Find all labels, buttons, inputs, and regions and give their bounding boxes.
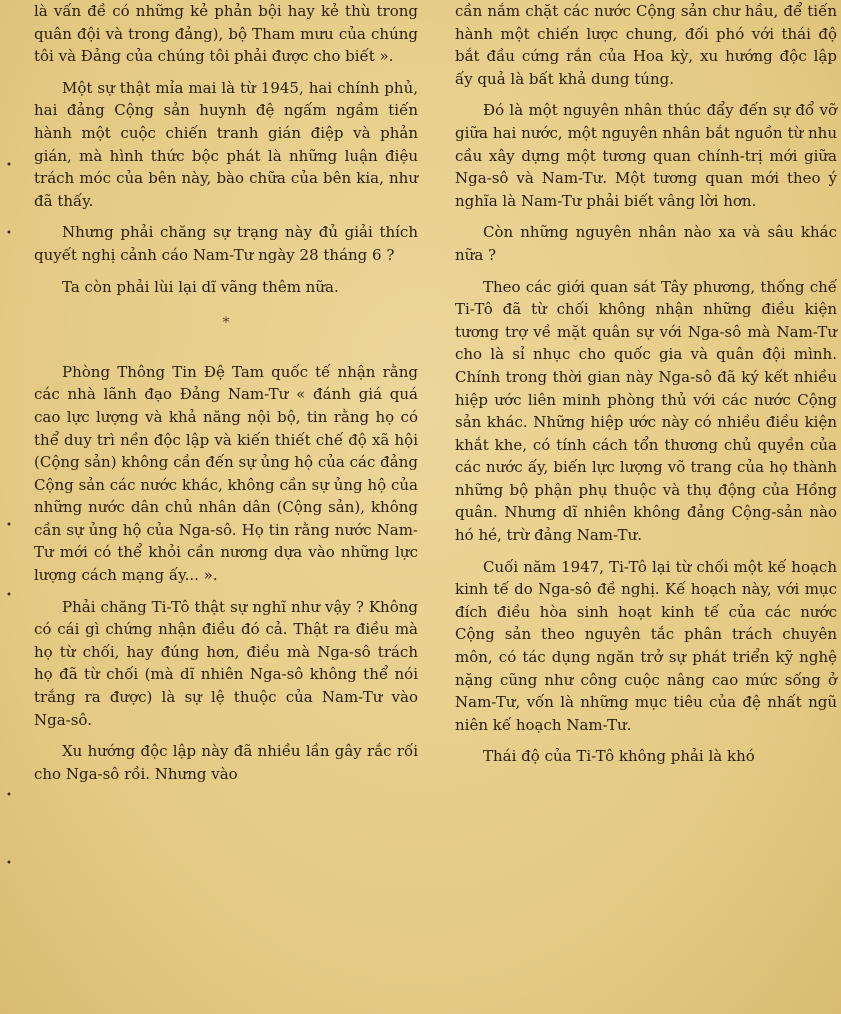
paragraph: Ta còn phải lùi lại dĩ vãng thêm nữa. <box>62 277 339 296</box>
paragraph: Đó là một nguyên nhân thúc đẩy đến sự đổ vỡ giữa hai nước, một nguyên nhân bắt nguồn từ nhu cầu xây dựng một tương quan chính-trị mới giữa Nga-sô và Nam-Tư. Một tương quan mới theo ý nghĩa là Nam-Tư phải biết vâng lời hơn. <box>455 101 837 210</box>
margin-mark: • <box>6 520 12 531</box>
paragraph: Còn những nguyên nhân nào xa và sâu khác nữa ? <box>455 223 837 264</box>
paragraph: Thái độ của Ti-Tô không phải là khó <box>483 747 755 766</box>
margin-mark: • <box>6 790 12 801</box>
paragraph: Xu hướng độc lập này đã nhiều lần gây rắc rối cho Nga-sô rồi. Nhưng vào <box>34 742 418 783</box>
paragraph: Theo các giới quan sát Tây phương, thống chế Ti-Tô đã từ chối không nhận những điều kiện tương trợ về mặt quân sự với Nga-sô mà Nam-Tư cho là sỉ nhục cho quốc gia và quân đội mình. Chính trong thời gian này Nga-sô đã ký kết nhiều hiệp ước liên minh phòng thủ với các nước Cộng sản khác. Những hiệp ước này có nhiều điều kiện khắt khe, có tính cách tổn thương chủ quyền của các nước ấy, biến lực lượng võ trang của họ thành những bộ phận phụ thuộc và thụ động của Hồng quân. Nhưng dĩ nhiên không đảng Cộng-sản nào hó hé, trừ đảng Nam-Tư. <box>455 277 837 545</box>
margin-mark: • <box>6 160 12 171</box>
margin-mark: • <box>6 228 12 239</box>
right-column <box>455 0 837 777</box>
paragraph: Phòng Thông Tin Đệ Tam quốc tế nhận rằng các nhà lãnh đạo Đảng Nam-Tư « đánh giá quá cao lực lượng và khả năng nội bộ, tin rằng họ có thể duy trì nền độc lập và kiến thiết chế độ xã hội (Cộng sản) không cần đến sự ủng hộ của các đảng Cộng sản các nước khác, không cần sự ủng hộ của những nước dân chủ nhân dân (Cộng sản), không cần sự ủng hộ của Nga-sô. Họ tin rằng nước Nam-Tư mới có thể khỏi cần nương dựa vào những lực lượng cách mạng ấy... ». <box>34 362 418 585</box>
section-separator: * <box>222 315 230 332</box>
paragraph: cần nắm chặt các nước Cộng sản chư hầu, để tiến hành một chiến lược chung, đối phó với thái độ bắt đầu cứng rắn của Hoa kỳ, xu hướng độc lập ấy quả là bất khả dung túng. <box>455 2 837 88</box>
margin-mark: • <box>6 590 12 601</box>
paragraph: Cuối năm 1947, Ti-Tô lại từ chối một kế hoạch kinh tế do Nga-sô đề nghị. Kế hoạch này, với mục đích điều hòa sinh hoạt kinh tế của các nước Cộng sản theo nguyên tắc phân trách chuyên môn, có tác dụng ngăn trở sự phát triển kỹ nghệ nặng cũng như công cuộc nâng cao mức sống ở Nam-Tư, vốn là những mục tiêu của đệ nhất ngũ niên kế hoạch Nam-Tư. <box>455 557 837 734</box>
paragraph: Nhưng phải chăng sự trạng này đủ giải thích quyết nghị cảnh cáo Nam-Tư ngày 28 tháng 6 ? <box>34 223 418 264</box>
margin-mark: • <box>6 858 12 869</box>
paragraph: Một sự thật mỉa mai là từ 1945, hai chính phủ, hai đảng Cộng sản huynh đệ ngấm ngầm tiến hành một cuộc chiến tranh gián điệp và phản gián, mà hình thức bộc phát là những luận điệu trách móc của bên này, bào chữa của bên kia, như đã thấy. <box>34 78 418 210</box>
left-column <box>34 0 418 794</box>
paragraph: là vấn đề có những kẻ phản bội hay kẻ thù trong quân đội và trong đảng), bộ Tham mưu của chúng tôi và Đảng của chúng tôi phải được cho biết ». <box>34 2 418 66</box>
paragraph: Phải chăng Ti-Tô thật sự nghĩ như vậy ? Không có cái gì chứng nhận điều đó cả. Thật ra điều mà họ từ chối, hay đúng hơn, điều mà Nga-sô trách họ đã từ chối (mà dĩ nhiên Nga-sô không thể nói trắng ra được) là sự lệ thuộc của Nam-Tư vào Nga-sô. <box>34 597 418 729</box>
